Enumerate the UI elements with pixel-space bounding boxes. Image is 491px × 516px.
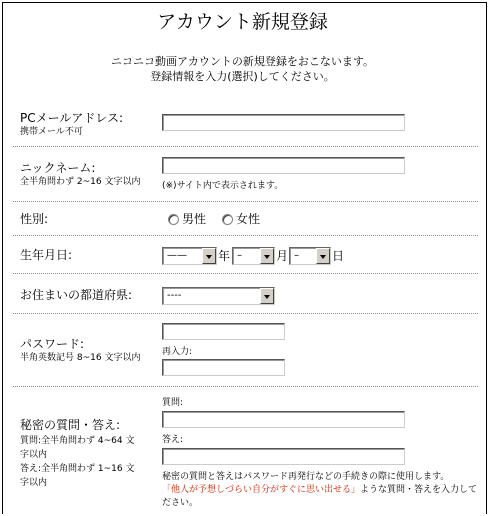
nickname-label: ニックネーム: (20, 161, 96, 175)
birth-month-select[interactable] (232, 247, 275, 265)
gender-label: 性別: (20, 212, 49, 226)
email-label: PCメールアドレス: (20, 111, 124, 125)
secret-note-2-rest: ような質問・答えを入力して (360, 485, 478, 495)
birth-month-value: – (237, 250, 242, 261)
chevron-down-icon[interactable] (316, 248, 330, 264)
intro-line-1: ニコニコ動画アカウントの新規登録をおこないます。 (110, 55, 374, 68)
chevron-down-icon[interactable] (202, 248, 216, 264)
prefecture-select[interactable] (162, 287, 275, 305)
email-field[interactable] (162, 114, 405, 131)
secret-answer-label: 答え: (162, 435, 184, 445)
password-field[interactable] (162, 323, 285, 340)
birth-day-value: – (294, 250, 299, 261)
separator (13, 235, 478, 236)
secret-note-2-emphasis: 「他人が予想しづらい自分がすぐに思い出せる」 (162, 485, 361, 495)
birth-day-suffix: 日 (332, 249, 345, 263)
secret-answer-field[interactable] (162, 448, 405, 465)
birth-year-select[interactable] (162, 247, 217, 265)
password-sublabel: 半角英数記号 8~16 文字以内 (20, 353, 141, 363)
nickname-note: (※)サイト内で表示されます。 (162, 181, 284, 191)
gender-female-label[interactable]: 女性 (236, 212, 261, 226)
prefecture-value: ---- (167, 290, 182, 301)
secret-note-2 (162, 484, 487, 497)
intro-text (0, 54, 485, 84)
nickname-sublabel: 全半角問わず 2~16 文字以内 (20, 177, 141, 187)
separator (13, 146, 478, 147)
intro-line-2: 登録情報を入力(選択)してください。 (150, 70, 335, 83)
secret-sublabel-1: 質問:全半角問わず 4~64 文 (20, 436, 135, 446)
birthdate-label: 生年月日: (20, 248, 73, 262)
chevron-down-icon[interactable] (260, 248, 274, 264)
password-reenter-label: 再入力: (162, 347, 193, 357)
gender-male-radio[interactable] (168, 214, 179, 225)
secret-label: 秘密の質問・答え: (20, 418, 121, 432)
password-confirm-field[interactable] (162, 359, 285, 376)
separator (13, 273, 478, 274)
separator (13, 386, 478, 387)
prefecture-label: お住まいの都道府県: (20, 288, 133, 302)
birth-month-suffix: 月 (276, 249, 289, 263)
birth-year-suffix: 年 (218, 249, 231, 263)
birth-year-value: —— (167, 250, 187, 261)
secret-sublabel-2: 字以内 (20, 450, 48, 460)
email-sublabel: 携帯メール不可 (20, 127, 83, 137)
secret-note-3: ださい。 (162, 498, 199, 508)
nickname-field[interactable] (162, 157, 405, 174)
gender-female-radio[interactable] (222, 214, 233, 225)
password-label: パスワード: (20, 337, 85, 351)
secret-question-field[interactable] (162, 411, 405, 428)
secret-sublabel-3: 答え:全半角問わず 1~16 文 (20, 464, 135, 474)
separator (13, 201, 478, 202)
page-title: アカウント新規登録 (157, 11, 328, 33)
birth-day-select[interactable] (289, 247, 331, 265)
secret-question-label: 質問: (162, 398, 184, 408)
gender-male-label[interactable]: 男性 (182, 212, 207, 226)
separator (13, 313, 478, 314)
secret-note-1: 秘密の質問と答えはパスワード再発行などの手続きの際に使用します。 (162, 472, 450, 482)
chevron-down-icon[interactable] (260, 288, 274, 304)
secret-sublabel-4: 字以内 (20, 478, 48, 488)
